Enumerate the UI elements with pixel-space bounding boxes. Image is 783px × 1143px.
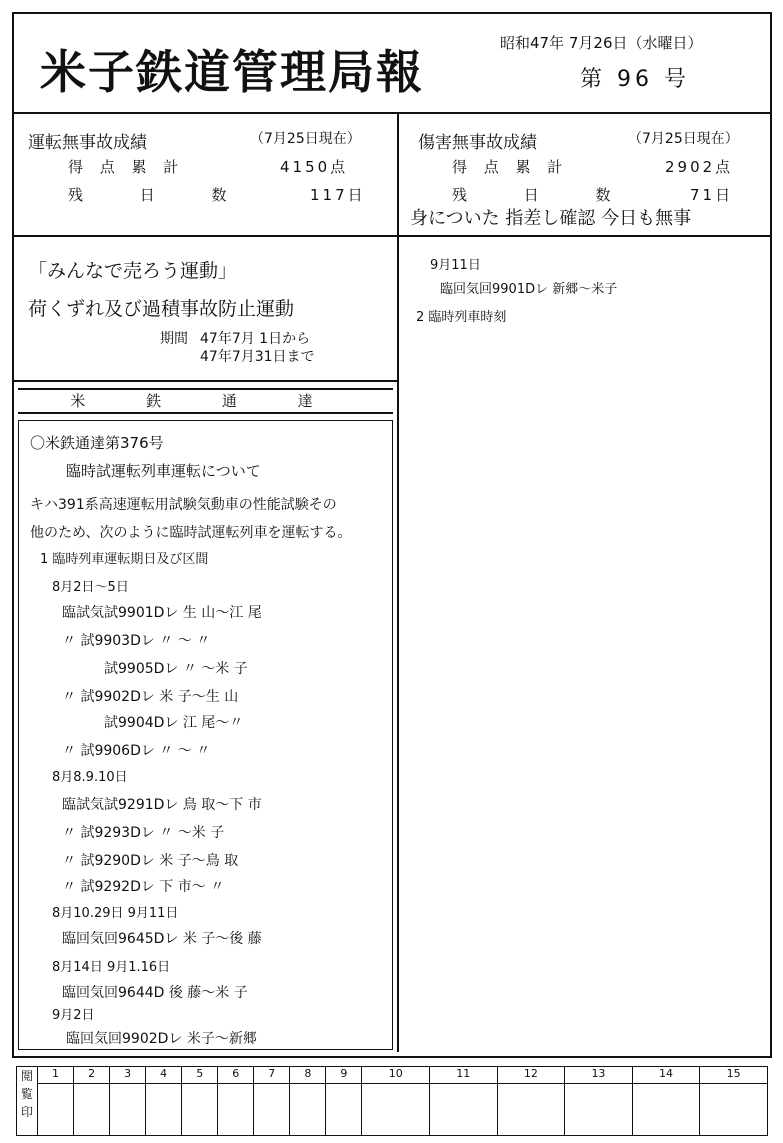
schedule-row-a4: 〃 試9902Dレ 米 子～生 山 <box>62 689 239 705</box>
stamp-col-3: 3 <box>110 1067 146 1084</box>
right-schedule-date: 9月11日 <box>430 258 481 273</box>
schedule-row-a1: 臨試気試9901Dレ 生 山～江 尾 <box>62 605 262 621</box>
stamp-col-5: 5 <box>182 1067 218 1084</box>
operation-safety-as-of: （7月25日現在） <box>250 131 361 147</box>
notice-item-1: 1 臨時列車運転期日及び区間 <box>40 552 209 567</box>
injury-score-label: 得 点 累 計 <box>452 158 569 176</box>
stamp-cell <box>38 1084 74 1136</box>
issue-number: 第 96 号 <box>580 67 690 92</box>
stamp-cell <box>632 1084 700 1136</box>
campaign-divider <box>12 380 397 382</box>
campaign-line-2: 荷くずれ及び過積事故防止運動 <box>28 298 295 320</box>
stamp-cell <box>110 1084 146 1136</box>
notice-number: 〇米鉄通達第376号 <box>30 434 164 452</box>
stamp-cell <box>430 1084 498 1136</box>
schedule-row-e: 臨回気回9902Dレ 米子～新郷 <box>66 1031 257 1047</box>
stamp-col-2: 2 <box>74 1067 110 1084</box>
schedule-row-b4: 〃 試9292Dレ 下 市～ 〃 <box>62 879 225 895</box>
stamp-col-1: 1 <box>38 1067 74 1084</box>
stamp-col-12: 12 <box>497 1067 565 1084</box>
stamp-cell <box>326 1084 362 1136</box>
stamp-cell <box>290 1084 326 1136</box>
bulletin-title: 米子鉄道管理局報 <box>40 45 424 99</box>
stamp-col-6: 6 <box>218 1067 254 1084</box>
schedule-row-a6: 〃 試9906Dレ 〃 ～ 〃 <box>62 743 211 759</box>
schedule-date-d: 8月14日 9月1.16日 <box>52 960 171 975</box>
stamp-cell <box>565 1084 633 1136</box>
operation-safety-heading: 運転無事故成績 <box>28 133 147 153</box>
stamp-cell <box>362 1084 430 1136</box>
operation-days-label: 残 日 数 <box>68 186 253 204</box>
schedule-row-c: 臨回気回9645Dレ 米 子～後 藤 <box>62 931 262 947</box>
column-divider <box>397 112 399 1052</box>
campaign-period-from: 47年7月 1日から <box>200 331 311 347</box>
injury-days-value: 71日 <box>690 186 734 204</box>
stamp-col-15: 15 <box>700 1067 768 1084</box>
operation-days-value: 117日 <box>310 186 366 204</box>
operation-score-value: 4150点 <box>280 158 349 176</box>
safety-slogan: 身についた 指差し確認 今日も無事 <box>410 208 692 229</box>
stamp-cell <box>146 1084 182 1136</box>
campaign-line-1: 「みんなで売ろう運動」 <box>28 260 238 282</box>
notice-body-1: キハ391系高速運転用試験気動車の性能試験その <box>30 497 337 513</box>
stamp-cell <box>182 1084 218 1136</box>
schedule-date-b: 8月8.9.10日 <box>52 770 128 785</box>
stamp-cell <box>218 1084 254 1136</box>
stamp-cell <box>74 1084 110 1136</box>
notice-subject: 臨時試運転列車運転について <box>66 462 261 480</box>
stamp-col-9: 9 <box>326 1067 362 1084</box>
stamp-cell <box>254 1084 290 1136</box>
section-heading: 米 鉄 通 達 <box>70 392 341 410</box>
injury-score-value: 2902点 <box>665 158 734 176</box>
schedule-date-a: 8月2日～5日 <box>52 580 129 595</box>
stamp-col-10: 10 <box>362 1067 430 1084</box>
review-stamp-label: 閲覧印 <box>17 1067 38 1136</box>
injury-safety-as-of: （7月25日現在） <box>628 131 739 147</box>
injury-safety-heading: 傷害無事故成績 <box>418 133 537 153</box>
injury-days-label: 残 日 数 <box>452 186 637 204</box>
schedule-date-e: 9月2日 <box>52 1008 95 1023</box>
notice-body-2: 他のため、次のように臨時試運転列車を運転する。 <box>30 525 352 541</box>
schedule-row-a2: 〃 試9903Dレ 〃 ～ 〃 <box>62 633 211 649</box>
operation-score-label: 得 点 累 計 <box>68 158 185 176</box>
schedule-row-b3: 〃 試9290Dレ 米 子～鳥 取 <box>62 853 239 869</box>
section-heading-band <box>18 388 393 414</box>
schedule-row-a3: 試9905Dレ 〃 ～米 子 <box>104 661 248 677</box>
stamp-col-8: 8 <box>290 1067 326 1084</box>
stamp-col-11: 11 <box>430 1067 498 1084</box>
schedule-row-d: 臨回気回9644D 後 藤～米 子 <box>62 985 248 1001</box>
stamp-col-14: 14 <box>632 1067 700 1084</box>
stamp-cell <box>497 1084 565 1136</box>
safety-divider <box>12 235 772 237</box>
campaign-period-label: 期間 <box>160 331 188 347</box>
review-stamp-table <box>16 1066 768 1136</box>
stamp-col-4: 4 <box>146 1067 182 1084</box>
right-item-2: 2 臨時列車時刻 <box>416 310 507 325</box>
right-schedule-row: 臨回気回9901Dレ 新郷～米子 <box>440 282 618 297</box>
schedule-row-b2: 〃 試9293Dレ 〃 ～米 子 <box>62 825 225 841</box>
stamp-col-7: 7 <box>254 1067 290 1084</box>
campaign-period-to: 47年7月31日まで <box>200 349 315 365</box>
schedule-date-c: 8月10.29日 9月11日 <box>52 906 179 921</box>
schedule-row-a5: 試9904Dレ 江 尾～〃 <box>104 715 244 731</box>
issue-date: 昭和47年 7月26日（水曜日） <box>500 34 703 52</box>
header-divider <box>12 112 772 114</box>
stamp-col-13: 13 <box>565 1067 633 1084</box>
schedule-row-b1: 臨試気試9291Dレ 鳥 取～下 市 <box>62 797 262 813</box>
stamp-cell <box>700 1084 768 1136</box>
